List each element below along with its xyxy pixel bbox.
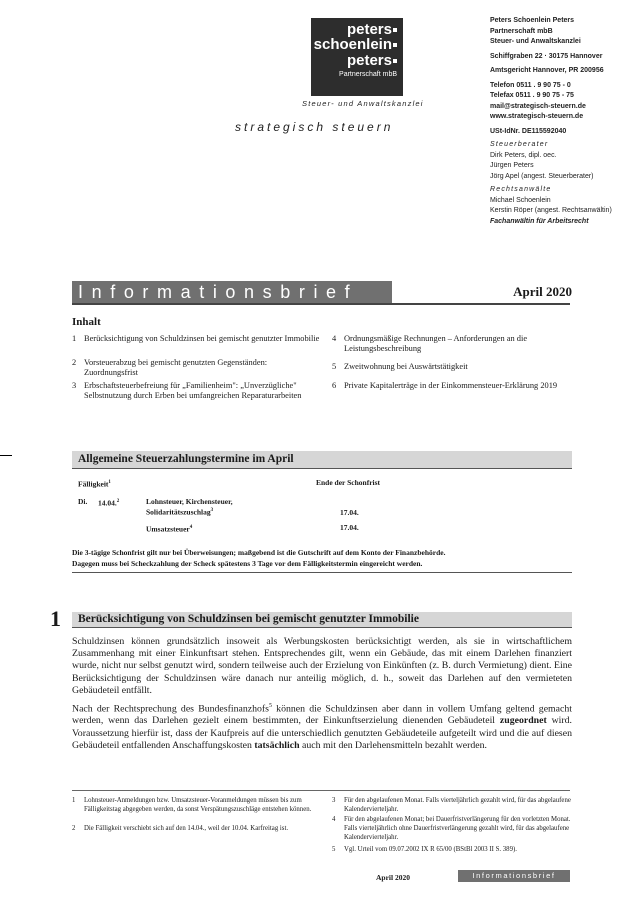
section-paragraph-1: Schuldzinsen können grundsätzlich insoweit als Werbungskosten berücksichtigt werden, als sie in wirtschaftlichem Zusammenhang mit einer Einkunftsart stehen. Entsprechendes gilt, wenn ein Gebäude, das mit einem Darlehen finanziert wurde, nicht nur selbst genutzt wird, sondern teilweise auch der Erzielung von Einkünften (z. B. durch Vermietung) dient. Eine Berücksichtigung der Schuldzinsen wäre danach nur anteilig möglich, d. h., soweit das Darlehen auf den vermieteten Gebäudeteil entfällt. (72, 636, 572, 696)
grace-period-note: Die 3-tägige Schonfrist gilt nur bei Überweisungen; maßgebend ist die Gutschrift auf dem Konto der Finanzbehörde. Dagegen muss bei Scheckzahlung der Scheck spätestens 3 Tage vor dem Fälligkeitstermin eingereicht werden. (72, 548, 446, 568)
toc-item-3[interactable]: 3 Erbschaftsteuerbefreiung für „Familienheim": „Unverzügliche" Selbstnutzung durch Erben bei umfangreichen Reparaturarbeiten (72, 381, 302, 400)
footnote-4: 4 Für den abgelaufenen Monat; bei Dauerfristverlängerung für den vorletzten Monat. Falls vierteljährlich ohne Dauerfristverlängerung gezahlt wird, für das abgelaufene Kalendervierteljahr. (332, 816, 571, 841)
lawyer-specialty: Fachanwältin für Arbeitsrecht (490, 217, 589, 225)
payment-dates-heading: Allgemeine Steuerzahlungstermine im April (78, 453, 294, 465)
firm-name: Peters Schoenlein Peters (490, 17, 575, 24)
firm-logo (311, 18, 403, 96)
logo-line-4: Partnerschaft mbB (339, 71, 397, 78)
section-number: 1 (50, 606, 61, 631)
footer-month: April 2020 (376, 873, 410, 882)
footnote-3: 3 Für den abgelaufenen Monat. Falls vierteljährlich gezahlt wird, für das abgelaufene Kalendervierteljahr. (332, 797, 571, 813)
tax-row-2-end: 17.04. (340, 523, 359, 532)
firm-vat-id: USt-IdNr. DE115592040 (490, 127, 567, 135)
footnote-1: 1 Lohnsteuer-Anmeldungen bzw. Umsatzsteuer-Voranmeldungen müssen bis zum Fälligkeitstag abgegeben werden, da sonst Verspätungszuschläge entstehen können. (72, 797, 312, 813)
footnote-5: 5 Vgl. Urteil vom 09.07.2002 IX R 65/00 (BStBl 2003 II S. 389). (332, 846, 517, 853)
firm-address-block (490, 16, 635, 227)
newsletter-banner: Informationsbrief (72, 281, 392, 303)
grace-period-column-header: Ende der Schonfrist (316, 478, 381, 487)
tax-row-1-end: 17.04. (340, 508, 359, 517)
firm-court: Amtsgericht Hannover, PR 200956 (490, 67, 604, 74)
tagline-small: Steuer- und Anwaltskanzlei (302, 99, 424, 108)
lawyer-2: Kerstin Röper (angest. Rechtsanwältin) (490, 207, 612, 214)
toc-item-6[interactable]: 6 Private Kapitalerträge in der Einkommensteuer-Erklärung 2019 (332, 381, 558, 390)
due-weekday: Di. (78, 497, 88, 506)
fold-mark (0, 455, 12, 456)
toc-item-4[interactable]: 4 Ordnungsmäßige Rechnungen – Anforderungen an die Leistungsbeschreibung (332, 334, 528, 353)
toc-item-1[interactable]: 1 Berücksichtigung von Schuldzinsen bei gemischt genutzter Immobilie (72, 334, 320, 343)
due-date: 14.04.$^2$ (98, 498, 120, 508)
tax-advisor-2: Jürgen Peters (490, 162, 534, 169)
tax-advisor-3: Jörg Apel (angest. Steuerberater) (490, 172, 594, 180)
footer-label: Informationsbrief (458, 870, 570, 882)
firm-phone: Telefon 0511 . 9 90 75 - 0 (490, 81, 571, 89)
tax-row-2-label: Umsatzsteuer$^4$ (146, 524, 193, 534)
firm-fax: Telefax 0511 . 9 90 75 - 75 (490, 92, 574, 99)
firm-type: Steuer- und Anwaltskanzlei (490, 38, 581, 45)
section-paragraph-2: Nach der Rechtsprechung des Bundesfinanzhofs$^5$ können die Schuldzinsen aber dann in vollem Umfang geltend gemacht werden, wenn das Darlehen gezielt einem bestimmten, der Einkunftserzielung dienenden Gebäudeteil zugeordnet wird. Voraussetzung hierfür ist, dass der Kaufpreis auf die unterschiedlich genutzten Gebäudeteile aufgeteilt wird und die auf diesen Gebäudeteil entfallenden Anschaffungskosten tatsächlich auch mit den Darlehensmitteln bezahlt werden. (72, 703, 572, 751)
tax-advisors-heading: Steuerberater (490, 141, 549, 148)
logo-line-3: peters (346, 52, 392, 69)
issue-month: April 2020 (513, 284, 572, 299)
toc-item-2[interactable]: 2 Vorsteuerabzug bei gemischt genutzten Gegenständen: Zuordnungsfrist (72, 358, 268, 377)
footnote-2: 2 Die Fälligkeit verschiebt sich auf den 14.04., weil der 10.04. Karfreitag ist. (72, 825, 289, 832)
payment-dates-bottom-rule (72, 572, 572, 573)
tagline: strategisch steuern (235, 120, 394, 134)
logo-line-2: schoenlein (313, 36, 392, 53)
firm-website[interactable]: www.strategisch-steuern.de (490, 113, 584, 120)
lawyer-1: Michael Schoenlein (490, 196, 551, 204)
contents-heading: Inhalt (72, 316, 101, 328)
footnote-rule (72, 790, 570, 791)
toc-item-5[interactable]: 5 Zweitwohnung bei Auswärtstätigkeit (332, 362, 468, 371)
tax-advisor-1: Dirk Peters, dipl. oec. (490, 151, 557, 159)
banner-rule (72, 303, 570, 305)
lawyers-heading: Rechtsanwälte (490, 186, 552, 193)
due-date-column-header: Fälligkeit$^1$ (78, 479, 111, 489)
firm-address: Schiffgraben 22 · 30175 Hannover (490, 52, 603, 60)
logo-line-1: peters (346, 21, 392, 38)
firm-email[interactable]: mail@strategisch-steuern.de (490, 102, 586, 110)
firm-partnership: Partnerschaft mbB (490, 27, 553, 35)
tax-row-1-label: Lohnsteuer, Kirchensteuer, Solidaritätszuschlag$^3$ (146, 497, 233, 517)
section-title: Berücksichtigung von Schuldzinsen bei gemischt genutzter Immobilie (78, 613, 419, 625)
